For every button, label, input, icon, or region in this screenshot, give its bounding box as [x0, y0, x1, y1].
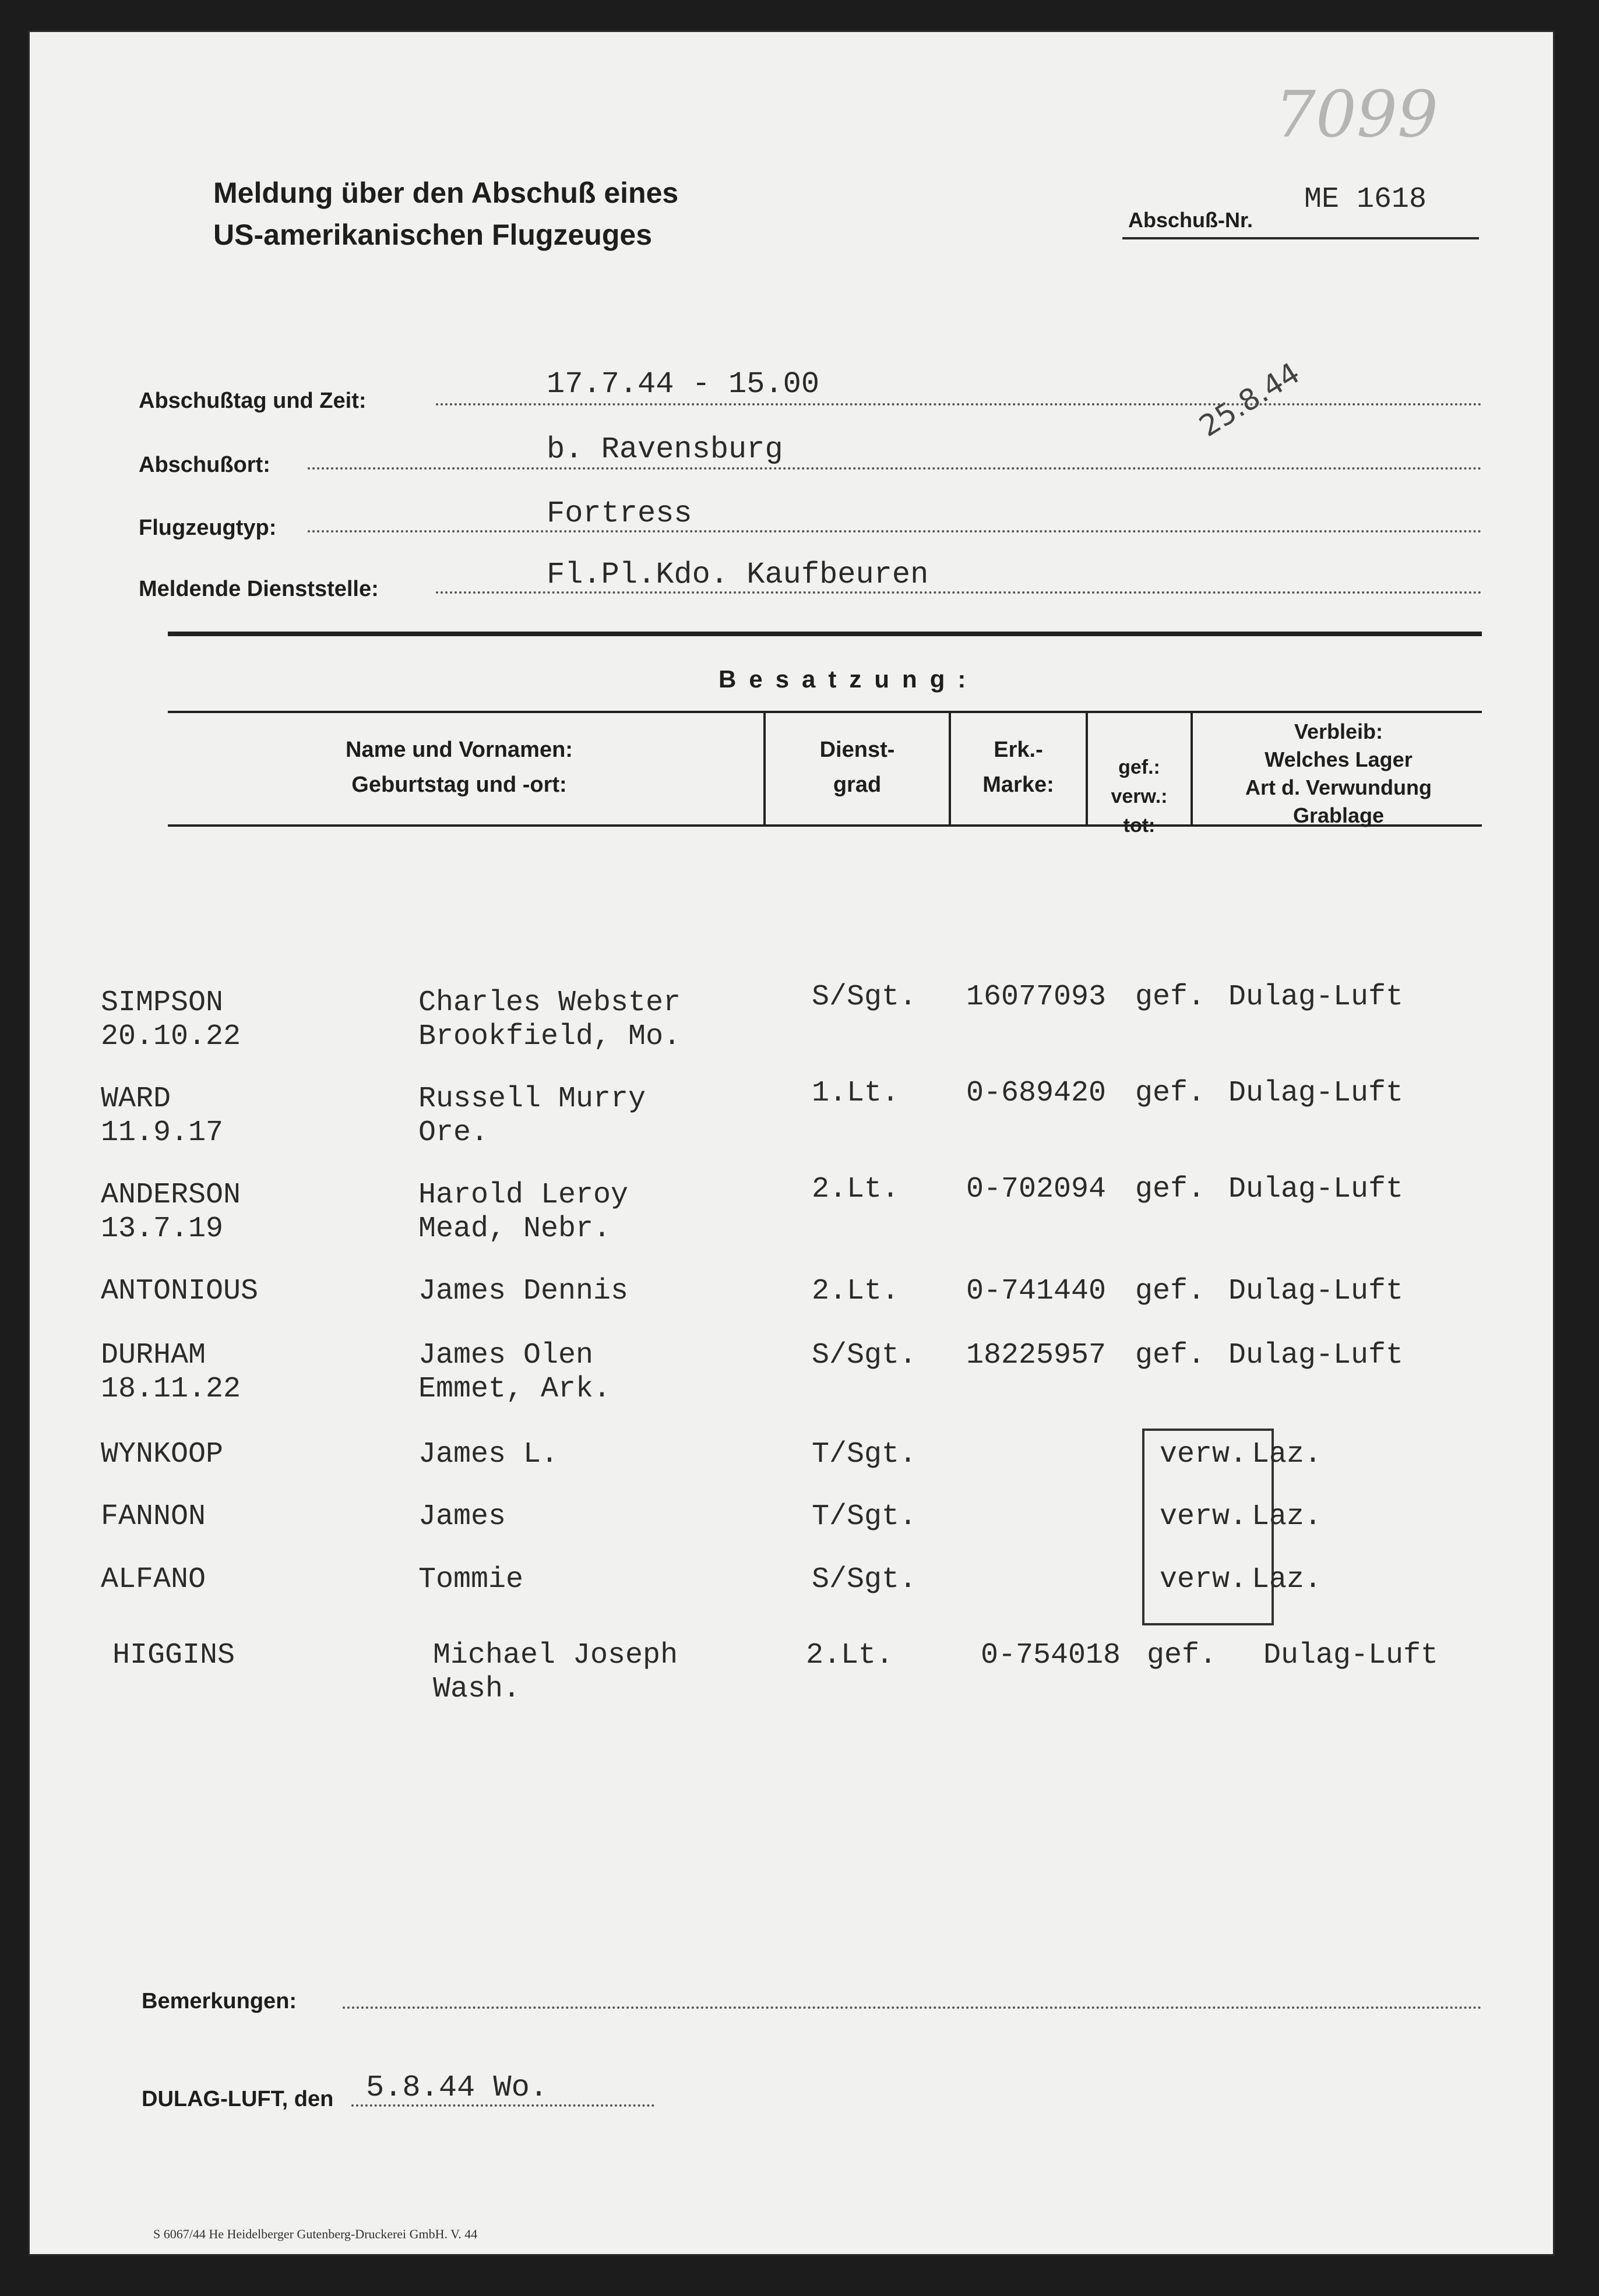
crew-given-names: James Dennis	[418, 1275, 629, 1308]
document-title-line2: US-amerikanischen Flugzeuges	[213, 218, 653, 251]
crew-status: verw.	[1160, 1563, 1248, 1596]
column-header-tag: Erk.- Marke:	[982, 738, 1054, 797]
crew-rank: T/Sgt.	[812, 1500, 917, 1533]
crew-rank: 2.Lt.	[812, 1173, 900, 1206]
crew-status: verw.	[1160, 1438, 1248, 1471]
crew-tag: 0-702094	[966, 1173, 1107, 1206]
handwritten-number: 7099	[1275, 77, 1438, 151]
field-value-reporting-unit: Fl.Pl.Kdo. Kaufbeuren	[547, 558, 929, 592]
crew-surname: WARD	[101, 1082, 171, 1116]
crew-tag: 0-754018	[981, 1639, 1121, 1672]
column-header-rank: Dienst- grad	[819, 738, 895, 797]
crew-rank: S/Sgt.	[812, 981, 917, 1014]
crew-surname: FANNON	[101, 1500, 206, 1533]
crew-heading: Besatzung:	[719, 665, 979, 693]
crew-surname: ANTONIOUS	[101, 1275, 259, 1308]
crew-birthplace: Ore.	[418, 1116, 489, 1149]
section-divider	[168, 632, 1482, 636]
document-page	[28, 30, 1555, 2256]
crew-remain: Dulag-Luft	[1228, 1173, 1404, 1206]
field-value-location: b. Ravensburg	[547, 432, 783, 467]
field-label-aircraft-type: Flugzeugtyp:	[139, 516, 277, 540]
handwritten-date: 25.8.44	[1193, 355, 1306, 444]
crew-rank: 2.Lt.	[812, 1275, 900, 1308]
abschuss-nr-underline	[1122, 237, 1479, 239]
crew-rank: S/Sgt.	[812, 1563, 917, 1596]
field-value-date-time: 17.7.44 - 15.00	[547, 367, 820, 401]
crew-remain: Dulag-Luft	[1228, 1339, 1404, 1372]
crew-status: gef.	[1135, 981, 1206, 1014]
crew-surname: ALFANO	[101, 1563, 206, 1596]
crew-rank: 2.Lt.	[806, 1639, 894, 1672]
crew-rank: S/Sgt.	[812, 1339, 917, 1372]
crew-birthdate: 13.7.19	[101, 1212, 224, 1246]
crew-rank: 1.Lt.	[812, 1077, 900, 1110]
field-dots	[308, 467, 1482, 470]
column-header-name: Name und Vornamen: Geburtstag und -ort:	[346, 738, 573, 797]
crew-remain: Laz.	[1252, 1563, 1322, 1596]
crew-given-names: Tommie	[418, 1563, 524, 1596]
crew-given-names: James	[418, 1500, 506, 1533]
field-dots	[436, 403, 1482, 405]
crew-status: gef.	[1135, 1275, 1206, 1308]
table-header-top-rule	[168, 711, 1482, 713]
abschuss-nr-label: Abschuß-Nr.	[1128, 208, 1253, 232]
field-label-location: Abschußort:	[139, 453, 270, 477]
document-title-line1: Meldung über den Abschuß eines	[213, 177, 679, 209]
column-header-remain: Verbleib: Welches Lager Art d. Verwundung Grablage	[1245, 720, 1432, 827]
crew-remain: Dulag-Luft	[1228, 1275, 1404, 1308]
crew-tag: 0-741440	[966, 1275, 1107, 1308]
crew-tag: 0-689420	[966, 1077, 1107, 1110]
crew-surname: DURHAM	[101, 1339, 206, 1372]
crew-status: gef.	[1135, 1077, 1206, 1110]
remarks-dots	[343, 2006, 1482, 2009]
crew-given-names: James L.	[418, 1438, 559, 1471]
field-label-date-time: Abschußtag und Zeit:	[139, 389, 367, 413]
crew-tag: 16077093	[966, 981, 1107, 1014]
crew-remain: Dulag-Luft	[1263, 1639, 1439, 1672]
crew-remain: Dulag-Luft	[1228, 1077, 1404, 1110]
abschuss-nr-value: ME 1618	[1304, 183, 1427, 216]
crew-given-names: James Olen	[418, 1339, 594, 1372]
crew-given-names: Russell Murry	[418, 1082, 646, 1116]
signature-value: 5.8.44 Wo.	[366, 2071, 548, 2105]
crew-birthplace: Emmet, Ark.	[418, 1373, 611, 1406]
crew-given-names: Michael Joseph	[433, 1639, 678, 1672]
remarks-label: Bemerkungen:	[142, 1989, 297, 2013]
crew-rank: T/Sgt.	[812, 1438, 917, 1471]
field-label-reporting-unit: Meldende Dienststelle:	[139, 577, 379, 601]
crew-surname: SIMPSON	[101, 986, 224, 1020]
crew-surname: WYNKOOP	[101, 1438, 224, 1471]
crew-status: gef.	[1135, 1339, 1206, 1372]
crew-tag: 18225957	[966, 1339, 1107, 1372]
field-value-aircraft-type: Fortress	[547, 496, 692, 531]
crew-birthdate: 18.11.22	[101, 1373, 241, 1406]
crew-surname: HIGGINS	[112, 1639, 235, 1672]
crew-birthdate: 11.9.17	[101, 1116, 224, 1149]
printer-imprint: S 6067/44 He Heidelberger Gutenberg-Druckerei GmbH. V. 44	[153, 2227, 478, 2241]
crew-surname: ANDERSON	[101, 1179, 241, 1212]
crew-given-names: Charles Webster	[418, 986, 681, 1020]
crew-given-names: Harold Leroy	[418, 1179, 629, 1212]
crew-status: gef.	[1135, 1173, 1206, 1206]
crew-remain: Laz.	[1252, 1500, 1322, 1533]
signature-label: DULAG-LUFT, den	[142, 2087, 334, 2111]
field-dots	[308, 530, 1482, 532]
crew-status: gef.	[1147, 1639, 1217, 1672]
crew-status: verw.	[1160, 1500, 1248, 1533]
crew-remain: Laz.	[1252, 1438, 1322, 1471]
crew-birthdate: 20.10.22	[101, 1020, 241, 1053]
crew-remain: Dulag-Luft	[1228, 981, 1404, 1014]
crew-birthplace: Wash.	[433, 1673, 521, 1706]
crew-birthplace: Brookfield, Mo.	[418, 1020, 681, 1053]
column-header-status: gef.: verw.: tot:	[1111, 756, 1168, 837]
crew-birthplace: Mead, Nebr.	[418, 1212, 611, 1246]
